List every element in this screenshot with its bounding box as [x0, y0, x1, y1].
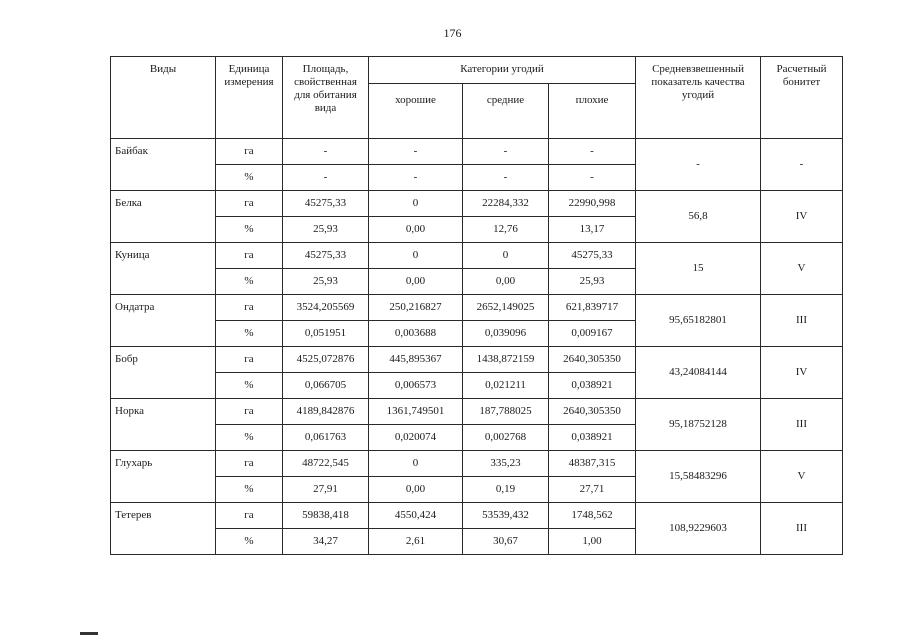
- cell-ha-medium: 335,23: [463, 451, 549, 477]
- species-name: Байбак: [111, 139, 216, 191]
- cell-pct-good: 0,003688: [369, 321, 463, 347]
- cell-ha-poor: 621,839717: [549, 295, 636, 321]
- table-row: [111, 139, 843, 165]
- cell-pct-unit: %: [216, 373, 283, 399]
- table-row: [111, 451, 843, 477]
- species-name: Бобр: [111, 347, 216, 399]
- cell-pct-medium: 0,002768: [463, 425, 549, 451]
- cell-ha-good: 0: [369, 191, 463, 217]
- cell-ha-unit: га: [216, 399, 283, 425]
- footnote-line: [80, 632, 98, 635]
- cell-ha-medium: 22284,332: [463, 191, 549, 217]
- cell-ha-good: 250,216827: [369, 295, 463, 321]
- table-row: [111, 503, 843, 529]
- cell-quality: 95,65182801: [636, 295, 761, 347]
- cell-quality: 108,9229603: [636, 503, 761, 555]
- cell-ha-poor: 22990,998: [549, 191, 636, 217]
- cell-quality: -: [636, 139, 761, 191]
- species-name: Куница: [111, 243, 216, 295]
- cell-ha-good: 0: [369, 243, 463, 269]
- cell-pct-unit: %: [216, 477, 283, 503]
- cell-quality: 56,8: [636, 191, 761, 243]
- species-name: Белка: [111, 191, 216, 243]
- cell-pct-poor: 0,009167: [549, 321, 636, 347]
- cell-bonitet: IV: [761, 347, 843, 399]
- cell-pct-good: 0,00: [369, 217, 463, 243]
- cell-pct-good: 0,020074: [369, 425, 463, 451]
- species-name: Тетерев: [111, 503, 216, 555]
- cell-pct-area: 25,93: [283, 269, 369, 295]
- cell-ha-good: 445,895367: [369, 347, 463, 373]
- cell-pct-unit: %: [216, 529, 283, 555]
- cell-quality: 95,18752128: [636, 399, 761, 451]
- header-quality: Средневзвешенный показатель качества угодий: [636, 57, 761, 139]
- cell-bonitet: III: [761, 295, 843, 347]
- cell-pct-medium: 0,021211: [463, 373, 549, 399]
- cell-ha-unit: га: [216, 139, 283, 165]
- cell-pct-area: -: [283, 165, 369, 191]
- cell-pct-area: 25,93: [283, 217, 369, 243]
- cell-pct-poor: 1,00: [549, 529, 636, 555]
- cell-pct-good: 0,00: [369, 269, 463, 295]
- cell-ha-unit: га: [216, 347, 283, 373]
- cell-pct-medium: 0,19: [463, 477, 549, 503]
- species-name: Норка: [111, 399, 216, 451]
- cell-ha-medium: 2652,149025: [463, 295, 549, 321]
- species-name: Ондатра: [111, 295, 216, 347]
- table-row: [111, 347, 843, 373]
- cell-pct-poor: 0,038921: [549, 373, 636, 399]
- cell-pct-area: 0,051951: [283, 321, 369, 347]
- cell-ha-area: 45275,33: [283, 243, 369, 269]
- header-species: Виды: [111, 57, 216, 139]
- species-name: Глухарь: [111, 451, 216, 503]
- cell-ha-unit: га: [216, 243, 283, 269]
- cell-ha-unit: га: [216, 191, 283, 217]
- cell-bonitet: -: [761, 139, 843, 191]
- cell-bonitet: IV: [761, 191, 843, 243]
- cell-ha-medium: 53539,432: [463, 503, 549, 529]
- cell-quality: 15,58483296: [636, 451, 761, 503]
- cell-pct-medium: 0,00: [463, 269, 549, 295]
- page-number: 176: [443, 26, 462, 40]
- cell-pct-poor: -: [549, 165, 636, 191]
- cell-bonitet: III: [761, 503, 843, 555]
- cell-quality: 15: [636, 243, 761, 295]
- cell-ha-area: -: [283, 139, 369, 165]
- table-row: [111, 243, 843, 269]
- cell-pct-unit: %: [216, 165, 283, 191]
- cell-pct-medium: -: [463, 165, 549, 191]
- cell-pct-medium: 12,76: [463, 217, 549, 243]
- cell-ha-area: 3524,205569: [283, 295, 369, 321]
- cell-pct-area: 34,27: [283, 529, 369, 555]
- cell-ha-good: 1361,749501: [369, 399, 463, 425]
- header-poor: плохие: [549, 84, 636, 139]
- cell-ha-medium: 0: [463, 243, 549, 269]
- cell-pct-poor: 13,17: [549, 217, 636, 243]
- header-unit: Единица измерения: [216, 57, 283, 139]
- cell-ha-poor: 1748,562: [549, 503, 636, 529]
- cell-ha-medium: 187,788025: [463, 399, 549, 425]
- cell-pct-good: 0,006573: [369, 373, 463, 399]
- table-header: [111, 57, 843, 139]
- cell-ha-area: 4189,842876: [283, 399, 369, 425]
- header-medium: средние: [463, 84, 549, 139]
- table-row: [111, 295, 843, 321]
- cell-ha-medium: -: [463, 139, 549, 165]
- cell-ha-poor: 2640,305350: [549, 347, 636, 373]
- cell-ha-medium: 1438,872159: [463, 347, 549, 373]
- header-good: хорошие: [369, 84, 463, 139]
- cell-pct-medium: 0,039096: [463, 321, 549, 347]
- cell-ha-unit: га: [216, 451, 283, 477]
- table-row: [111, 191, 843, 217]
- cell-pct-unit: %: [216, 425, 283, 451]
- cell-pct-poor: 25,93: [549, 269, 636, 295]
- table-row: [111, 399, 843, 425]
- cell-ha-good: 0: [369, 451, 463, 477]
- cell-ha-good: -: [369, 139, 463, 165]
- cell-pct-medium: 30,67: [463, 529, 549, 555]
- cell-ha-area: 4525,072876: [283, 347, 369, 373]
- cell-pct-unit: %: [216, 269, 283, 295]
- cell-ha-poor: 45275,33: [549, 243, 636, 269]
- cell-bonitet: III: [761, 399, 843, 451]
- habitat-table: [110, 56, 843, 555]
- cell-ha-unit: га: [216, 503, 283, 529]
- header-area: Площадь, свойственная для обитания вида: [283, 57, 369, 139]
- header-categories: Категории угодий: [369, 57, 636, 84]
- cell-pct-poor: 27,71: [549, 477, 636, 503]
- cell-ha-poor: -: [549, 139, 636, 165]
- cell-pct-area: 0,066705: [283, 373, 369, 399]
- cell-ha-area: 48722,545: [283, 451, 369, 477]
- cell-ha-poor: 2640,305350: [549, 399, 636, 425]
- cell-pct-poor: 0,038921: [549, 425, 636, 451]
- cell-ha-unit: га: [216, 295, 283, 321]
- cell-pct-good: -: [369, 165, 463, 191]
- cell-bonitet: V: [761, 451, 843, 503]
- cell-pct-good: 2,61: [369, 529, 463, 555]
- cell-pct-unit: %: [216, 321, 283, 347]
- cell-ha-area: 45275,33: [283, 191, 369, 217]
- cell-pct-unit: %: [216, 217, 283, 243]
- table-body: [111, 139, 843, 555]
- cell-pct-area: 27,91: [283, 477, 369, 503]
- cell-quality: 43,24084144: [636, 347, 761, 399]
- cell-ha-poor: 48387,315: [549, 451, 636, 477]
- cell-pct-area: 0,061763: [283, 425, 369, 451]
- cell-ha-area: 59838,418: [283, 503, 369, 529]
- cell-ha-good: 4550,424: [369, 503, 463, 529]
- header-bonitet: Расчетный бонитет: [761, 57, 843, 139]
- cell-bonitet: V: [761, 243, 843, 295]
- cell-pct-good: 0,00: [369, 477, 463, 503]
